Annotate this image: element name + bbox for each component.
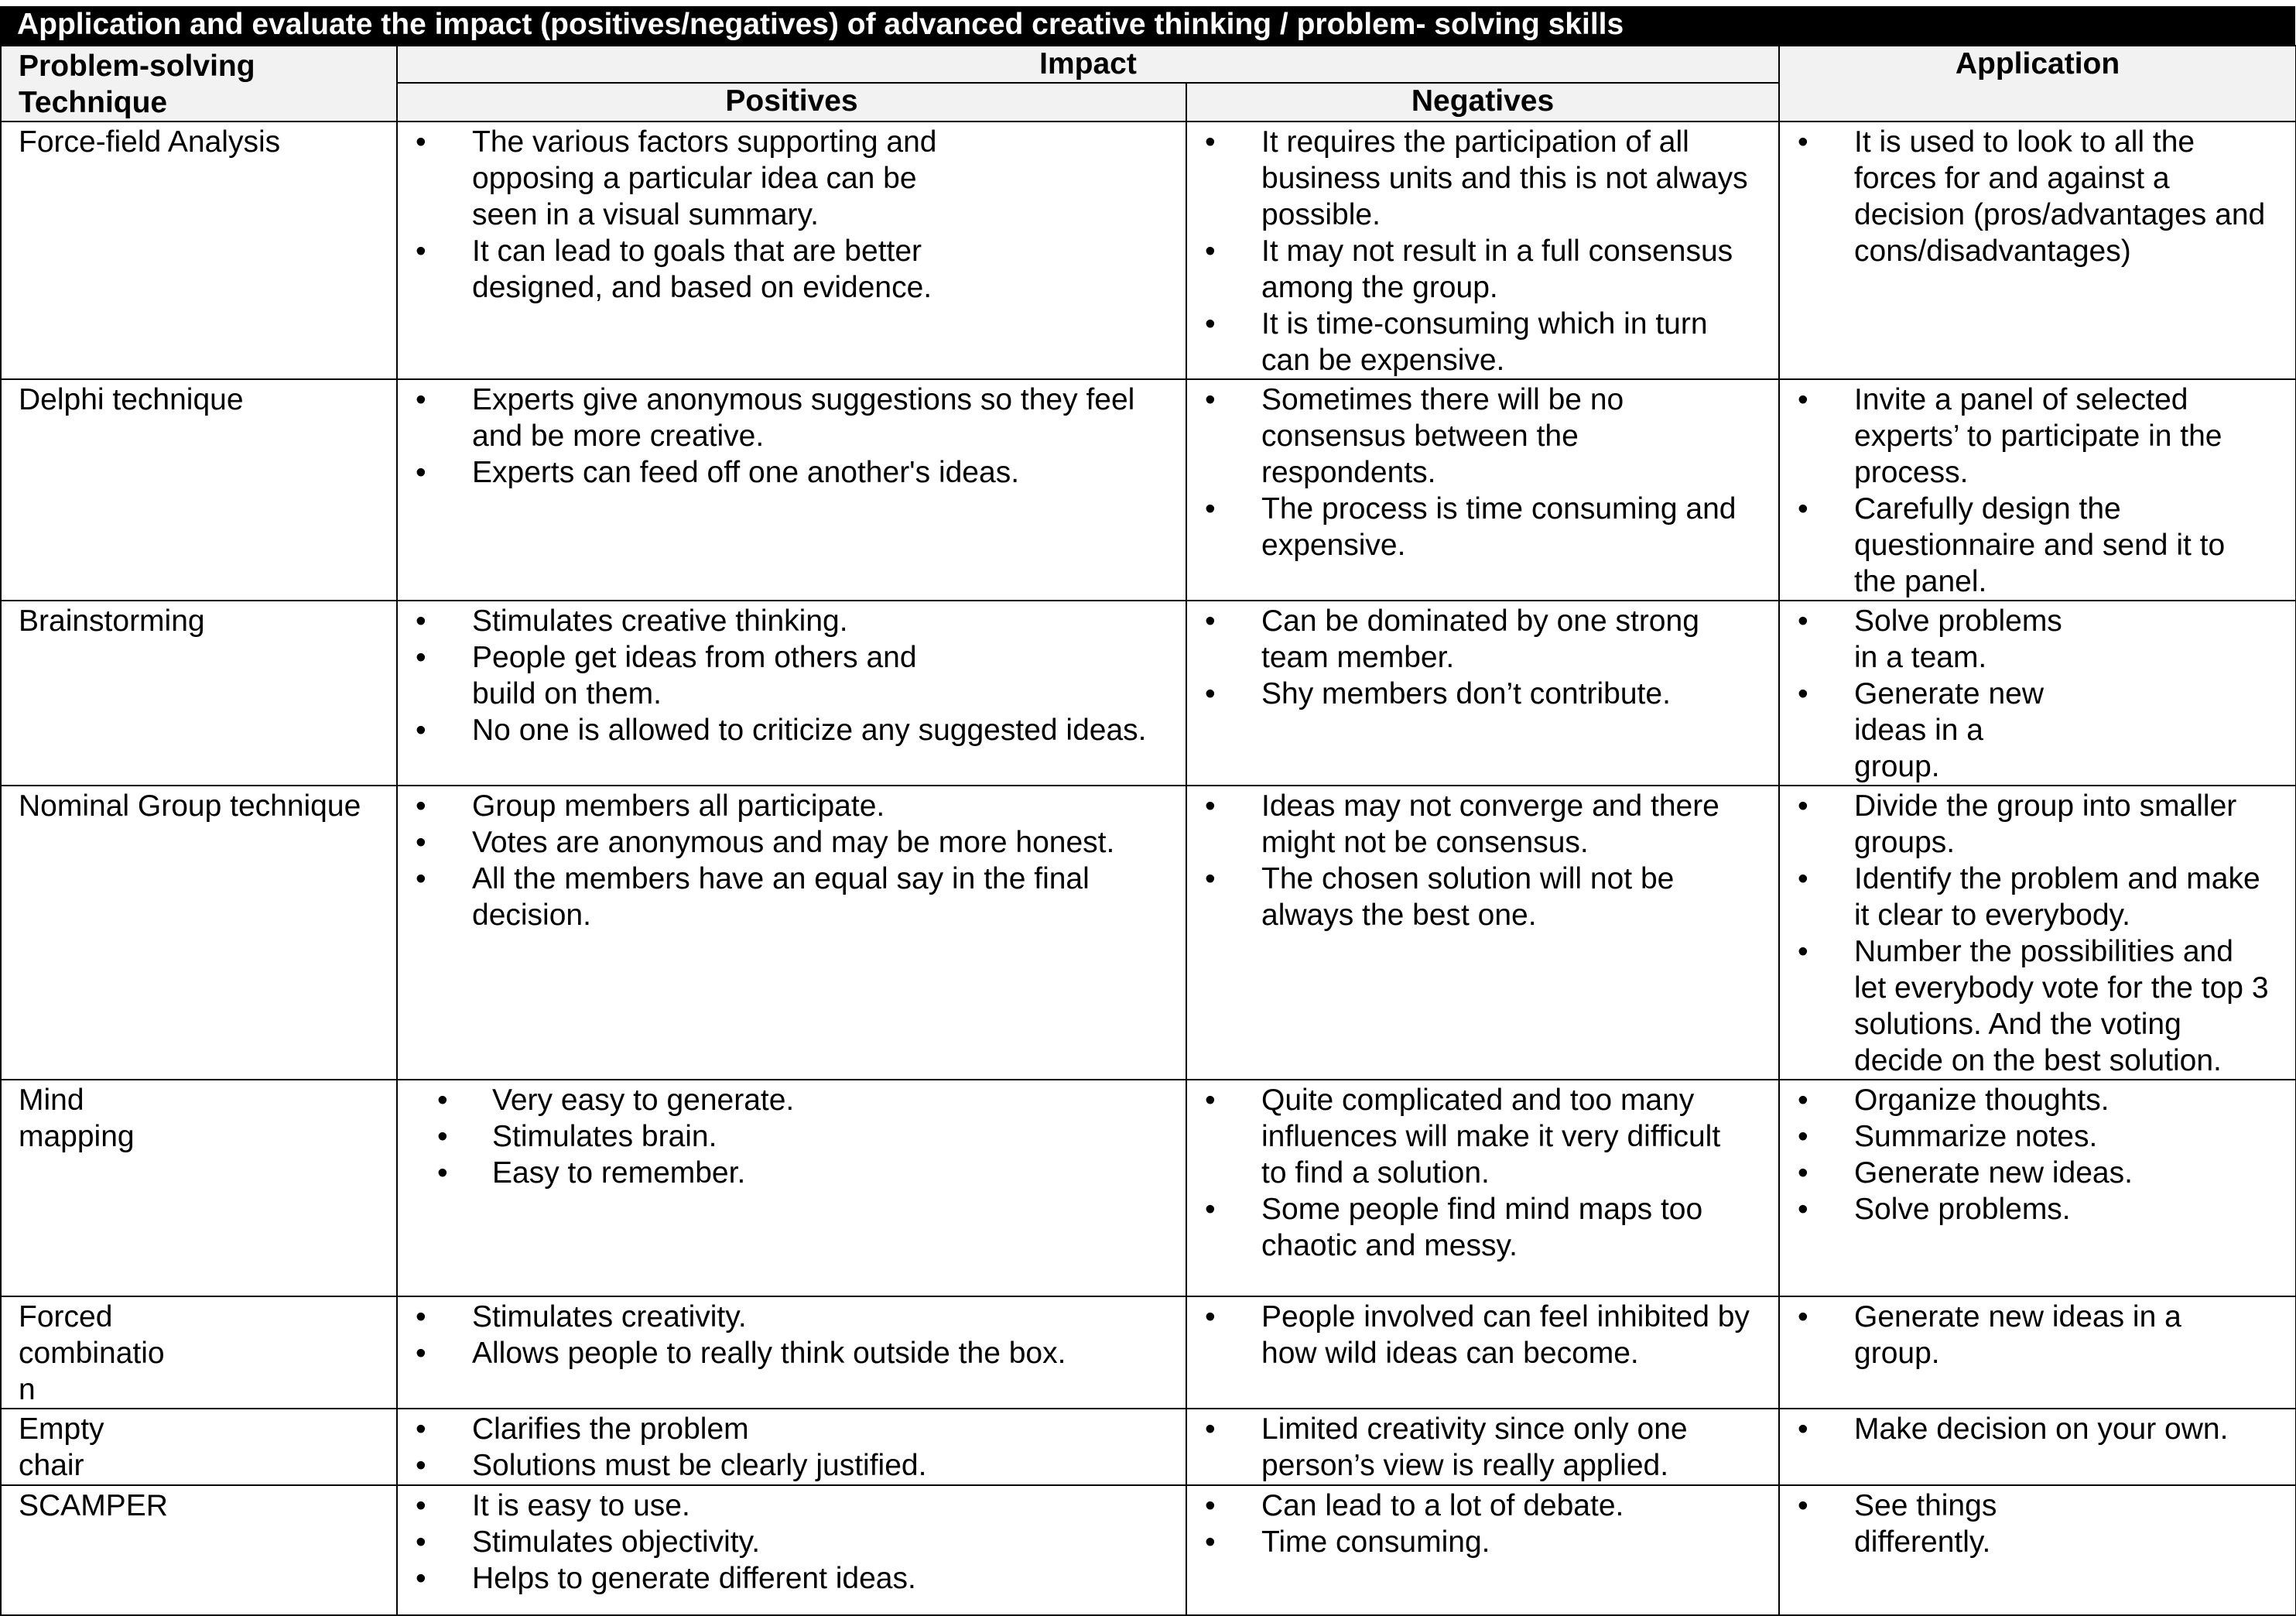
application-item: • Identify the problem and make it clear to everybody. — [1780, 861, 2287, 933]
technique-cell — [1, 601, 397, 786]
header-negatives: Negatives — [1186, 83, 1779, 122]
application-list — [1780, 1080, 2295, 1227]
positives-item: • Clarifies the problem — [398, 1411, 1178, 1447]
negatives-item: • It requires the participation of all business units and this is not always possible. — [1187, 124, 1771, 233]
table-row — [1, 1080, 2296, 1296]
positives-list — [398, 1080, 1186, 1191]
positives-item: • Stimulates objectivity. — [398, 1524, 1178, 1560]
negatives-item: • It is time-consuming which in turn can be expensive. — [1187, 306, 1771, 378]
negatives-list — [1187, 122, 1778, 378]
positives-list — [398, 122, 1186, 306]
positives-item: • Experts can feed off one another's ideas. — [398, 454, 1178, 491]
application-list — [1780, 1486, 2295, 1560]
application-item: • Generate new ideas. — [1780, 1155, 2287, 1191]
technique-name: Brainstorming — [19, 604, 205, 638]
technique-name: Mind mapping — [19, 1084, 135, 1153]
technique-name: Empty chair — [19, 1412, 104, 1482]
application-item: • Solve problems in a team. — [1780, 603, 2287, 676]
positives-list — [398, 601, 1186, 748]
application-list — [1780, 1297, 2295, 1371]
technique-cell — [1, 1409, 397, 1485]
header-application: Application — [1779, 46, 2296, 122]
table-row — [1, 1409, 2296, 1485]
positives-item: • Votes are anonymous and may be more honest. — [398, 824, 1178, 861]
technique-cell — [1, 1296, 397, 1409]
application-cell — [1779, 786, 2296, 1080]
negatives-item: • Sometimes there will be no consensus between the respondents. — [1187, 382, 1771, 491]
positives-cell — [397, 1409, 1186, 1485]
negatives-item: • People involved can feel inhibited by how wild ideas can become. — [1187, 1299, 1771, 1371]
application-item: • It is used to look to all the forces for and against a decision (pros/advantages and cons/disadvantages) — [1780, 124, 2287, 269]
negatives-list — [1187, 380, 1778, 563]
negatives-cell — [1186, 786, 1779, 1080]
positives-item: • It is easy to use. — [398, 1488, 1178, 1524]
application-cell — [1779, 379, 2296, 601]
table-row — [1, 786, 2296, 1080]
application-cell — [1779, 1080, 2296, 1296]
header-impact: Impact — [397, 46, 1779, 83]
application-cell — [1779, 601, 2296, 786]
application-item: • Make decision on your own. — [1780, 1411, 2287, 1447]
application-list — [1780, 380, 2295, 600]
positives-list — [398, 786, 1186, 933]
table-row — [1, 601, 2296, 786]
negatives-item: • It may not result in a full consensus among the group. — [1187, 233, 1771, 306]
positives-item: • Group members all participate. — [398, 788, 1178, 824]
negatives-cell — [1186, 1409, 1779, 1485]
positives-cell — [397, 1080, 1186, 1296]
negatives-list — [1187, 1409, 1778, 1484]
table-body — [1, 122, 2296, 1615]
application-item: • Organize thoughts. — [1780, 1082, 2287, 1118]
table-row — [1, 1485, 2296, 1615]
technique-cell — [1, 379, 397, 601]
negatives-cell — [1186, 1485, 1779, 1615]
positives-list — [398, 380, 1186, 491]
positives-item: • Helps to generate different ideas. — [398, 1560, 1178, 1597]
negatives-item: • Limited creativity since only one person’s view is really applied. — [1187, 1411, 1771, 1484]
positives-item: • Experts give anonymous suggestions so they feel and be more creative. — [398, 382, 1178, 454]
negatives-item: • The chosen solution will not be always the best one. — [1187, 861, 1771, 933]
positives-list — [398, 1486, 1186, 1597]
negatives-list — [1187, 601, 1778, 712]
application-item: • Invite a panel of selected experts’ to participate in the process. — [1780, 382, 2287, 491]
positives-item: • Easy to remember. — [398, 1155, 1178, 1191]
application-list — [1780, 122, 2295, 269]
positives-cell — [397, 786, 1186, 1080]
techniques-table — [0, 45, 2296, 1616]
negatives-item: • Shy members don’t contribute. — [1187, 676, 1771, 712]
negatives-item: • Can be dominated by one strong team member. — [1187, 603, 1771, 676]
positives-item: • Stimulates brain. — [398, 1118, 1178, 1155]
technique-name: Nominal Group technique — [19, 789, 361, 823]
negatives-list — [1187, 1080, 1778, 1264]
table-row — [1, 122, 2296, 379]
positives-cell — [397, 379, 1186, 601]
header-technique — [1, 46, 397, 122]
negatives-cell — [1186, 1080, 1779, 1296]
application-cell — [1779, 1296, 2296, 1409]
positives-list — [398, 1297, 1186, 1371]
positives-cell — [397, 1296, 1186, 1409]
positives-item: • Stimulates creativity. — [398, 1299, 1178, 1335]
positives-item: • Solutions must be clearly justified. — [398, 1447, 1178, 1484]
negatives-cell — [1186, 122, 1779, 379]
technique-name: Forced combinatio n — [19, 1300, 165, 1406]
negatives-list — [1187, 1486, 1778, 1560]
application-list — [1780, 601, 2295, 785]
application-cell — [1779, 1409, 2296, 1485]
positives-item: • Stimulates creative thinking. — [398, 603, 1178, 639]
technique-cell — [1, 122, 397, 379]
positives-cell — [397, 122, 1186, 379]
negatives-list — [1187, 786, 1778, 933]
header-positives: Positives — [397, 83, 1186, 122]
positives-cell — [397, 1485, 1186, 1615]
negatives-list — [1187, 1297, 1778, 1371]
table-title: Application and evaluate the impact (positives/negatives) of advanced creative thinking / problem- solving skills — [0, 6, 2295, 45]
technique-name: Force-field Analysis — [19, 125, 281, 159]
positives-item: • All the members have an equal say in the final decision. — [398, 861, 1178, 933]
application-cell — [1779, 1485, 2296, 1615]
negatives-item: • The process is time consuming and expensive. — [1187, 491, 1771, 563]
negatives-item: • Time consuming. — [1187, 1524, 1771, 1560]
application-item: • Carefully design the questionnaire and send it to the panel. — [1780, 491, 2287, 600]
application-list — [1780, 786, 2295, 1079]
application-item: • Solve problems. — [1780, 1191, 2287, 1227]
positives-item: • People get ideas from others and build on them. — [398, 639, 1178, 712]
positives-cell — [397, 601, 1186, 786]
table-row — [1, 1296, 2296, 1409]
document-page — [0, 6, 2295, 1616]
technique-cell — [1, 786, 397, 1080]
positives-list — [398, 1409, 1186, 1484]
header-row-top — [1, 46, 2296, 83]
application-item: • See things differently. — [1780, 1488, 2287, 1560]
positives-item: • Very easy to generate. — [398, 1082, 1178, 1118]
positives-item: • No one is allowed to criticize any suggested ideas. — [398, 712, 1178, 748]
positives-item: • The various factors supporting and opposing a particular idea can be seen in a visual summary. — [398, 124, 1178, 233]
negatives-item: • Some people find mind maps too chaotic and messy. — [1187, 1191, 1771, 1264]
negatives-item: • Can lead to a lot of debate. — [1187, 1488, 1771, 1524]
negatives-cell — [1186, 379, 1779, 601]
positives-item: • Allows people to really think outside the box. — [398, 1335, 1178, 1371]
application-item: • Summarize notes. — [1780, 1118, 2287, 1155]
positives-item: • It can lead to goals that are better designed, and based on evidence. — [398, 233, 1178, 306]
application-cell — [1779, 122, 2296, 379]
application-item: • Generate new ideas in a group. — [1780, 1299, 2287, 1371]
application-list — [1780, 1409, 2295, 1447]
negatives-cell — [1186, 1296, 1779, 1409]
technique-name: SCAMPER — [19, 1489, 168, 1522]
negatives-cell — [1186, 601, 1779, 786]
header-technique-text: Problem-solving Technique — [19, 50, 255, 119]
negatives-item: • Ideas may not converge and there might not be consensus. — [1187, 788, 1771, 861]
technique-cell — [1, 1080, 397, 1296]
table-row — [1, 379, 2296, 601]
application-item: • Generate new ideas in a group. — [1780, 676, 2287, 785]
application-item: • Number the possibilities and let everybody vote for the top 3 solutions. And the voting decide on the best solution. — [1780, 933, 2287, 1079]
technique-cell — [1, 1485, 397, 1615]
negatives-item: • Quite complicated and too many influences will make it very difficult to find a solution. — [1187, 1082, 1771, 1191]
technique-name: Delphi technique — [19, 383, 244, 416]
application-item: • Divide the group into smaller groups. — [1780, 788, 2287, 861]
